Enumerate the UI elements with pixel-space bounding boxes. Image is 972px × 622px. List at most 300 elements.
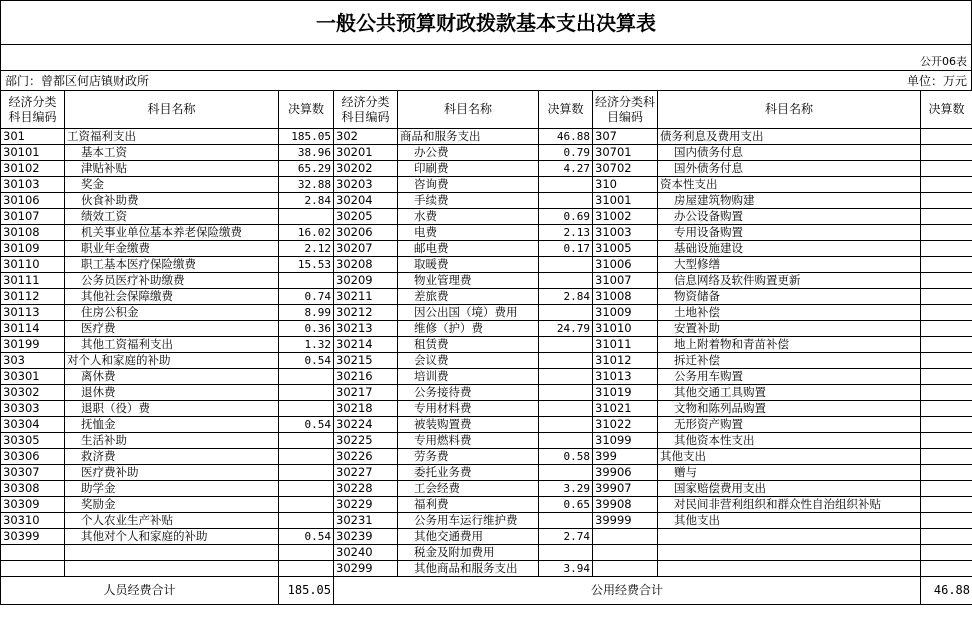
cell-code: 30206 [334,225,398,241]
cell-amount [539,177,593,193]
cell-name: 专用燃料费 [398,433,539,449]
cell-amount [921,353,972,369]
cell-name: 土地补偿 [658,305,921,321]
cell-amount: 24.79 [539,321,593,337]
cell-amount [921,561,972,577]
cell-amount [921,497,972,513]
cell-code: 30214 [334,337,398,353]
cell-amount [921,145,972,161]
cell-name: 其他商品和服务支出 [398,561,539,577]
table-row [1,433,972,449]
cell-name: 办公设备购置 [658,209,921,225]
cell-amount [539,545,593,561]
cell-amount [921,321,972,337]
cell-name: 奖励金 [65,497,279,513]
cell-code: 30201 [334,145,398,161]
cell-name: 其他资本性支出 [658,433,921,449]
cell-code: 31003 [593,225,658,241]
cell-amount [921,161,972,177]
cell-code: 30225 [334,433,398,449]
cell-name: 差旅费 [398,289,539,305]
cell-name: 水费 [398,209,539,225]
cell-amount [539,401,593,417]
header-amount-2: 决算数 [539,91,593,129]
cell-amount: 16.02 [279,225,334,241]
cell-name: 职业年金缴费 [65,241,279,257]
cell-amount [539,369,593,385]
table-row [1,465,972,481]
cell-name: 因公出国（境）费用 [398,305,539,321]
cell-name: 机关事业单位基本养老保险缴费 [65,225,279,241]
cell-name: 公务接待费 [398,385,539,401]
cell-amount: 0.79 [539,145,593,161]
cell-amount: 2.74 [539,529,593,545]
cell-amount: 0.36 [279,321,334,337]
cell-name: 离休费 [65,369,279,385]
cell-name [658,545,921,561]
cell-name: 住房公积金 [65,305,279,321]
unit-label: 单位：万元 [906,74,967,88]
cell-code: 30213 [334,321,398,337]
cell-amount [921,401,972,417]
table-row [1,241,972,257]
cell-name: 办公费 [398,145,539,161]
form-code: 公开06表 [0,44,972,70]
cell-amount [921,545,972,561]
cell-code: 30217 [334,385,398,401]
table-row [1,161,972,177]
cell-amount [539,257,593,273]
cell-amount [921,513,972,529]
cell-name: 公务员医疗补助缴费 [65,273,279,289]
header-row [1,91,972,129]
cell-amount [539,193,593,209]
cell-code: 30211 [334,289,398,305]
cell-name: 对民间非营利组织和群众性自治组织补贴 [658,497,921,513]
cell-code: 30108 [1,225,65,241]
cell-name: 无形资产购置 [658,417,921,433]
cell-code: 30227 [334,465,398,481]
cell-code: 39906 [593,465,658,481]
cell-name: 伙食补助费 [65,193,279,209]
cell-code: 31011 [593,337,658,353]
cell-amount [279,385,334,401]
table-row [1,273,972,289]
cell-name: 专用设备购置 [658,225,921,241]
cell-amount: 15.53 [279,257,334,273]
cell-name: 其他交通工具购置 [658,385,921,401]
cell-code: 30114 [1,321,65,337]
header-code-1: 经济分类科目编码 [1,91,65,129]
cell-name [658,561,921,577]
cell-amount [279,401,334,417]
cell-code: 30202 [334,161,398,177]
cell-code: 30306 [1,449,65,465]
department-row [0,70,972,90]
cell-name: 退职（役）费 [65,401,279,417]
cell-name: 公务用车运行维护费 [398,513,539,529]
cell-name: 国外债务付息 [658,161,921,177]
cell-name: 福利费 [398,497,539,513]
cell-name: 其他支出 [658,513,921,529]
cell-code: 31008 [593,289,658,305]
cell-name: 专用材料费 [398,401,539,417]
cell-code: 30399 [1,529,65,545]
cell-amount [921,241,972,257]
cell-name: 退休费 [65,385,279,401]
cell-code: 31002 [593,209,658,225]
table-row [1,129,972,145]
table-row [1,209,972,225]
cell-name: 物业管理费 [398,273,539,289]
cell-code: 31007 [593,273,658,289]
cell-amount: 0.54 [279,353,334,369]
table-row [1,497,972,513]
cell-code: 30301 [1,369,65,385]
cell-name: 个人农业生产补贴 [65,513,279,529]
cell-code: 30107 [1,209,65,225]
table-row [1,385,972,401]
table-row [1,529,972,545]
cell-name: 电费 [398,225,539,241]
cell-name: 其他社会保障缴费 [65,289,279,305]
cell-code: 31021 [593,401,658,417]
cell-amount: 38.96 [279,145,334,161]
cell-code: 31005 [593,241,658,257]
cell-name: 房屋建筑物购建 [658,193,921,209]
cell-name: 信息网络及软件购置更新 [658,273,921,289]
cell-amount [921,289,972,305]
table-row [1,353,972,369]
cell-amount [539,353,593,369]
cell-code: 31012 [593,353,658,369]
cell-code [593,561,658,577]
cell-code [1,561,65,577]
cell-name: 对个人和家庭的补助 [65,353,279,369]
cell-amount [921,433,972,449]
cell-code: 30224 [334,417,398,433]
cell-name: 债务利息及费用支出 [658,129,921,145]
cell-amount [279,209,334,225]
cell-name: 国家赔偿费用支出 [658,481,921,497]
cell-code: 30106 [1,193,65,209]
cell-name [65,545,279,561]
table-row [1,337,972,353]
cell-code: 30701 [593,145,658,161]
table-row [1,417,972,433]
cell-code: 303 [1,353,65,369]
cell-amount: 3.94 [539,561,593,577]
cell-name [65,561,279,577]
cell-amount [921,305,972,321]
cell-code: 30303 [1,401,65,417]
cell-amount [921,257,972,273]
cell-amount [539,513,593,529]
cell-code: 30110 [1,257,65,273]
cell-code: 30101 [1,145,65,161]
cell-amount [921,449,972,465]
cell-amount: 0.65 [539,497,593,513]
cell-name: 工会经费 [398,481,539,497]
cell-name: 邮电费 [398,241,539,257]
cell-amount [921,177,972,193]
cell-name: 其他工资福利支出 [65,337,279,353]
cell-name: 委托业务费 [398,465,539,481]
cell-name: 基础设施建设 [658,241,921,257]
cell-amount: 1.32 [279,337,334,353]
cell-amount [921,209,972,225]
cell-code: 302 [334,129,398,145]
cell-amount: 46.88 [539,129,593,145]
cell-amount: 2.13 [539,225,593,241]
cell-code: 31022 [593,417,658,433]
cell-code: 31006 [593,257,658,273]
table-row [1,545,972,561]
cell-amount: 0.17 [539,241,593,257]
cell-amount [539,417,593,433]
cell-amount [921,273,972,289]
cell-code: 30239 [334,529,398,545]
cell-code: 30240 [334,545,398,561]
cell-code: 301 [1,129,65,145]
cell-name: 商品和服务支出 [398,129,539,145]
cell-amount [279,433,334,449]
cell-amount [921,337,972,353]
cell-code: 30203 [334,177,398,193]
cell-name: 绩效工资 [65,209,279,225]
cell-code: 30209 [334,273,398,289]
cell-name: 咨询费 [398,177,539,193]
cell-amount: 3.29 [539,481,593,497]
cell-code: 39999 [593,513,658,529]
header-amount-3: 决算数 [921,91,972,129]
cell-amount [279,561,334,577]
cell-amount: 2.84 [279,193,334,209]
cell-name: 会议费 [398,353,539,369]
cell-code: 30309 [1,497,65,513]
cell-code [1,545,65,561]
cell-amount [921,129,972,145]
cell-name: 印刷费 [398,161,539,177]
cell-code: 30207 [334,241,398,257]
report-title: 一般公共预算财政拨款基本支出决算表 [0,0,972,44]
cell-code: 30216 [334,369,398,385]
cell-amount [539,385,593,401]
cell-name: 救济费 [65,449,279,465]
cell-name: 基本工资 [65,145,279,161]
cell-amount: 0.69 [539,209,593,225]
cell-code [593,529,658,545]
cell-code: 30299 [334,561,398,577]
cell-amount: 8.99 [279,305,334,321]
cell-code: 310 [593,177,658,193]
cell-amount [539,465,593,481]
cell-name: 职工基本医疗保险缴费 [65,257,279,273]
cell-code: 30215 [334,353,398,369]
cell-name: 其他对个人和家庭的补助 [65,529,279,545]
cell-code: 399 [593,449,658,465]
personnel-total-label: 人员经费合计 [1,577,279,605]
cell-amount: 2.84 [539,289,593,305]
cell-name: 资本性支出 [658,177,921,193]
cell-name: 文物和陈列品购置 [658,401,921,417]
cell-name: 抚恤金 [65,417,279,433]
cell-name: 医疗费 [65,321,279,337]
personnel-total-value: 185.05 [279,577,334,605]
cell-code: 30702 [593,161,658,177]
cell-code: 30226 [334,449,398,465]
cell-name: 维修（护）费 [398,321,539,337]
table-row [1,193,972,209]
cell-amount: 65.29 [279,161,334,177]
department-label: 部门：曾都区何店镇财政所 [5,74,150,88]
cell-amount: 4.27 [539,161,593,177]
cell-name: 安置补助 [658,321,921,337]
table-row [1,369,972,385]
cell-name: 公务用车购置 [658,369,921,385]
cell-name: 津贴补贴 [65,161,279,177]
cell-name: 租赁费 [398,337,539,353]
cell-amount [921,481,972,497]
cell-name: 生活补助 [65,433,279,449]
table-row [1,561,972,577]
table-row [1,321,972,337]
table-row [1,305,972,321]
cell-code: 30302 [1,385,65,401]
cell-amount: 0.54 [279,529,334,545]
cell-code: 30307 [1,465,65,481]
cell-amount [921,369,972,385]
public-total-label: 公用经费合计 [334,577,921,605]
cell-name: 拆迁补偿 [658,353,921,369]
cell-amount [539,337,593,353]
cell-code: 30212 [334,305,398,321]
cell-code: 30310 [1,513,65,529]
cell-code: 39908 [593,497,658,513]
expenditure-table [0,90,972,605]
cell-code: 307 [593,129,658,145]
header-code-2: 经济分类科目编码 [334,91,398,129]
cell-amount [539,273,593,289]
cell-amount [279,273,334,289]
cell-amount [539,433,593,449]
cell-code: 30109 [1,241,65,257]
public-total-value: 46.88 [921,577,972,605]
cell-code: 30229 [334,497,398,513]
table-row [1,225,972,241]
cell-code: 31009 [593,305,658,321]
table-row [1,481,972,497]
cell-amount [921,465,972,481]
cell-code: 31019 [593,385,658,401]
cell-code: 39907 [593,481,658,497]
cell-amount [279,481,334,497]
cell-amount: 0.74 [279,289,334,305]
cell-name: 助学金 [65,481,279,497]
cell-amount [539,305,593,321]
cell-name: 大型修缮 [658,257,921,273]
cell-name: 其他支出 [658,449,921,465]
cell-code: 31001 [593,193,658,209]
cell-name: 赠与 [658,465,921,481]
cell-code: 30199 [1,337,65,353]
cell-code: 30208 [334,257,398,273]
cell-name: 其他交通费用 [398,529,539,545]
cell-amount [279,497,334,513]
cell-code: 30228 [334,481,398,497]
cell-amount: 0.54 [279,417,334,433]
cell-code: 31013 [593,369,658,385]
cell-name: 培训费 [398,369,539,385]
table-row [1,145,972,161]
cell-amount [921,193,972,209]
cell-code: 30308 [1,481,65,497]
cell-name: 地上附着物和青苗补偿 [658,337,921,353]
cell-code: 30112 [1,289,65,305]
cell-amount: 0.58 [539,449,593,465]
cell-code: 31099 [593,433,658,449]
header-code-3: 经济分类科目编码 [593,91,658,129]
cell-amount [279,545,334,561]
cell-amount [279,513,334,529]
cell-name: 劳务费 [398,449,539,465]
header-amount-1: 决算数 [279,91,334,129]
cell-amount: 32.88 [279,177,334,193]
cell-code: 30304 [1,417,65,433]
cell-code: 30103 [1,177,65,193]
cell-amount [921,225,972,241]
cell-amount [921,385,972,401]
cell-name: 国内债务付息 [658,145,921,161]
cell-name: 奖金 [65,177,279,193]
cell-code: 30204 [334,193,398,209]
cell-amount [921,529,972,545]
cell-code [593,545,658,561]
cell-code: 30113 [1,305,65,321]
header-name-3: 科目名称 [658,91,921,129]
cell-name: 物资储备 [658,289,921,305]
table-row [1,449,972,465]
table-row [1,257,972,273]
cell-code: 30218 [334,401,398,417]
cell-code: 30231 [334,513,398,529]
cell-name: 取暖费 [398,257,539,273]
cell-name: 手续费 [398,193,539,209]
header-name-1: 科目名称 [65,91,279,129]
cell-name: 被装购置费 [398,417,539,433]
cell-code: 31010 [593,321,658,337]
header-name-2: 科目名称 [398,91,539,129]
table-row [1,289,972,305]
cell-name: 工资福利支出 [65,129,279,145]
cell-amount: 185.05 [279,129,334,145]
cell-code: 30102 [1,161,65,177]
totals-row [1,577,972,605]
cell-name [658,529,921,545]
cell-code: 30205 [334,209,398,225]
table-row [1,513,972,529]
cell-amount [279,449,334,465]
table-row [1,177,972,193]
cell-code: 30111 [1,273,65,289]
cell-amount: 2.12 [279,241,334,257]
cell-code: 30305 [1,433,65,449]
cell-amount [921,417,972,433]
table-row [1,401,972,417]
cell-amount [279,465,334,481]
cell-name: 税金及附加费用 [398,545,539,561]
cell-name: 医疗费补助 [65,465,279,481]
